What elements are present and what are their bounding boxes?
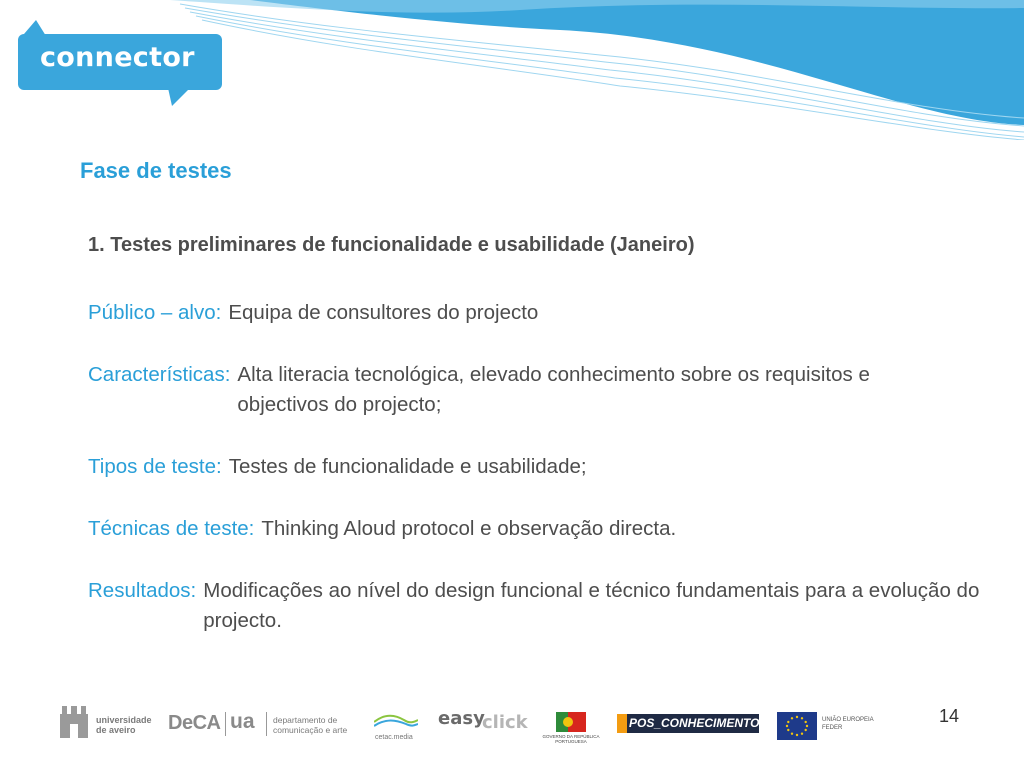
row-value: Testes de funcionalidade e usabilidade; [228, 455, 587, 478]
connector-logo-text: connector [40, 42, 195, 73]
pos-accent [617, 714, 627, 733]
row-results [88, 576, 983, 636]
easyclick-easy: easy [438, 708, 485, 729]
footer-logos [0, 700, 1024, 750]
eu-flag-icon [777, 712, 817, 740]
row-value: Equipa de consultores do projecto [228, 301, 539, 324]
row-value: Thinking Aloud protocol e observação directa. [261, 517, 677, 540]
cetac-text: cetac.media [375, 734, 413, 741]
row-target-audience [88, 298, 988, 328]
row-value: Modificações ao nível do design funcional e técnico fundamentais para a evolução do projecto. [203, 579, 980, 632]
slide-title: Fase de testes [80, 158, 232, 183]
row-label: Características: [88, 363, 231, 386]
eu-line1: UNIÃO EUROPEIA [822, 717, 874, 723]
row-characteristics [88, 360, 928, 420]
portugal-flag-icon [556, 712, 586, 732]
deca-divider [225, 712, 226, 736]
pos-text: POS_CONHECIMENTO [629, 716, 760, 730]
row-label: Técnicas de teste: [88, 517, 255, 540]
deca-dept-line2: comunicação e arte [273, 725, 348, 735]
slide-content [88, 232, 988, 668]
row-value: Alta literacia tecnológica, elevado conhecimento sobre os requisitos e objectivos do projecto; [237, 363, 870, 416]
ua-short-logo: ua [230, 710, 255, 733]
cetac-wave-icon [374, 712, 418, 732]
row-label: Público – alvo: [88, 301, 222, 324]
ua-name-line1: universidade [96, 715, 152, 725]
eu-text [822, 716, 874, 732]
government-text [541, 734, 601, 744]
row-test-techniques [88, 514, 988, 544]
gov-line2: PORTUGUESA [555, 739, 587, 744]
deca-logo: DeCA [168, 712, 221, 734]
section-heading: 1. Testes preliminares de funcionalidade e usabilidade (Janeiro) [88, 234, 695, 256]
ua-crest-icon [60, 706, 88, 738]
row-label: Tipos de teste: [88, 455, 222, 478]
deca-dept-line1: departamento de [273, 715, 338, 725]
row-label: Resultados: [88, 579, 197, 602]
row-test-types [88, 452, 988, 482]
page-number: 14 [939, 706, 960, 726]
eu-line2: FEDER [822, 725, 843, 731]
deca-department [273, 715, 347, 735]
ua-name-line2: de aveiro [96, 725, 136, 735]
pos-conhecimento-logo [617, 714, 759, 733]
gov-line1: GOVERNO DA REPÚBLICA [542, 734, 600, 739]
deca-divider-2 [266, 712, 267, 736]
ua-name [96, 715, 152, 735]
easyclick-click: click [482, 712, 528, 733]
